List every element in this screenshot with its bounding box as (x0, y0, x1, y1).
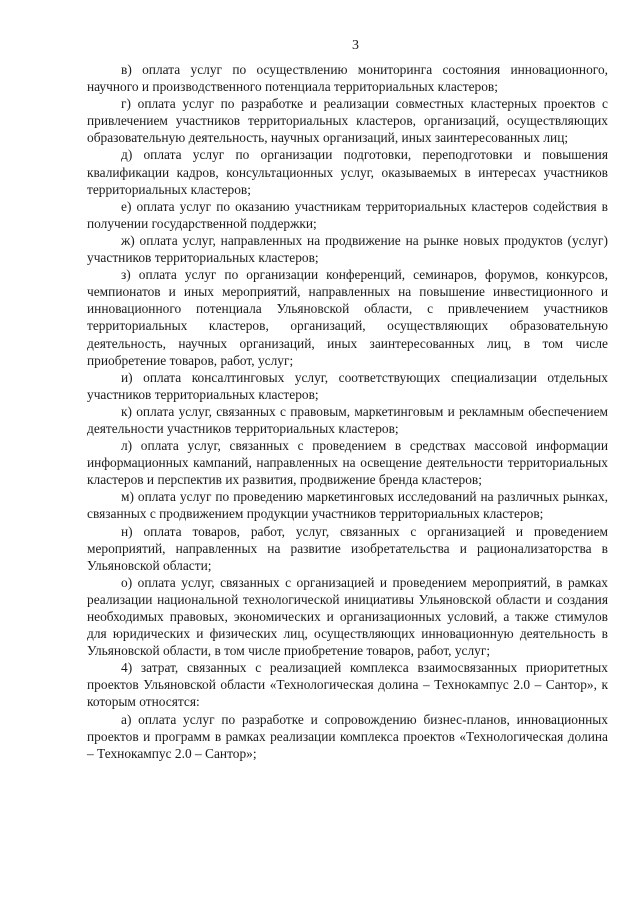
paragraph-k: к) оплата услуг, связанных с правовым, маркетинговым и рекламным обеспечением деятельности участников территориальных кластеров; (87, 403, 608, 436)
paragraph-l: л) оплата услуг, связанных с проведением в средствах массовой информации информационных кампаний, направленных на освещение деятельности территориальных кластеров и перспектив их развития, продвижение бренда кластеров; (87, 438, 608, 488)
document-body (87, 61, 608, 762)
paragraph-o: о) оплата услуг, связанных с организацией и проведением мероприятий, в рамках реализации национальной технологической инициативы Ульяновской области и создания необходимых правовых, экономических и организационных условий, а также стимулов для юридических и физических лиц, осуществляющих инновационную деятельность в Ульяновской области, в том числе приобретение товаров, работ, услуг; (87, 574, 608, 659)
paragraph-z: з) оплата услуг по организации конференций, семинаров, форумов, конкурсов, чемпионатов и иных мероприятий, направленных на повышение инвестиционного и инновационного потенциала Ульяновской области, с привлечением участников территориальных кластеров, организаций, осуществляющих образовательную деятельность, научных организаций, иных заинтересованных лиц, в том числе приобретение товаров, работ, услуг; (87, 267, 608, 368)
paragraph-n: н) оплата товаров, работ, услуг, связанных с организацией и проведением мероприятий, направленных на развитие изобретательства и рационализаторства в Ульяновской области; (87, 523, 608, 573)
paragraph-d: д) оплата услуг по организации подготовки, переподготовки и повышения квалификации кадров, консультационных услуг, оказываемых в интересах участников территориальных кластеров; (87, 147, 608, 197)
paragraph-v: в) оплата услуг по осуществлению мониторинга состояния инновационного, научного и производственного потенциала территориальных кластеров; (87, 62, 608, 95)
paragraph-e: е) оплата услуг по оказанию участникам территориальных кластеров содействия в получении государственной поддержки; (87, 198, 608, 231)
paragraph-m: м) оплата услуг по проведению маркетинговых исследований на различных рынках, связанных с продвижением продукции участников территориальных кластеров; (87, 489, 608, 522)
paragraph-4: 4) затрат, связанных с реализацией комплекса взаимосвязанных приоритетных проектов Ульяновской области «Технологическая долина – Технокампус 2.0 – Сантор», к которым относятся: (87, 660, 608, 710)
paragraph-i: и) оплата консалтинговых услуг, соответствующих специализации отдельных участников территориальных кластеров; (87, 369, 608, 402)
paragraph-zh: ж) оплата услуг, направленных на продвижение на рынке новых продуктов (услуг) участников территориальных кластеров; (87, 232, 608, 266)
paragraph-g: г) оплата услуг по разработке и реализации совместных кластерных проектов с привлечением участников территориальных кластеров, организаций, осуществляющих образовательную деятельность, научных организаций, иных заинтересованных лиц; (87, 96, 608, 146)
page-number: 3 (352, 38, 359, 53)
paragraph-a: а) оплата услуг по разработке и сопровождению бизнес-планов, инновационных проектов и программ в рамках реализации комплекса проектов «Технологическая долина – Технокампус 2.0 – Сантор»; (87, 711, 608, 761)
